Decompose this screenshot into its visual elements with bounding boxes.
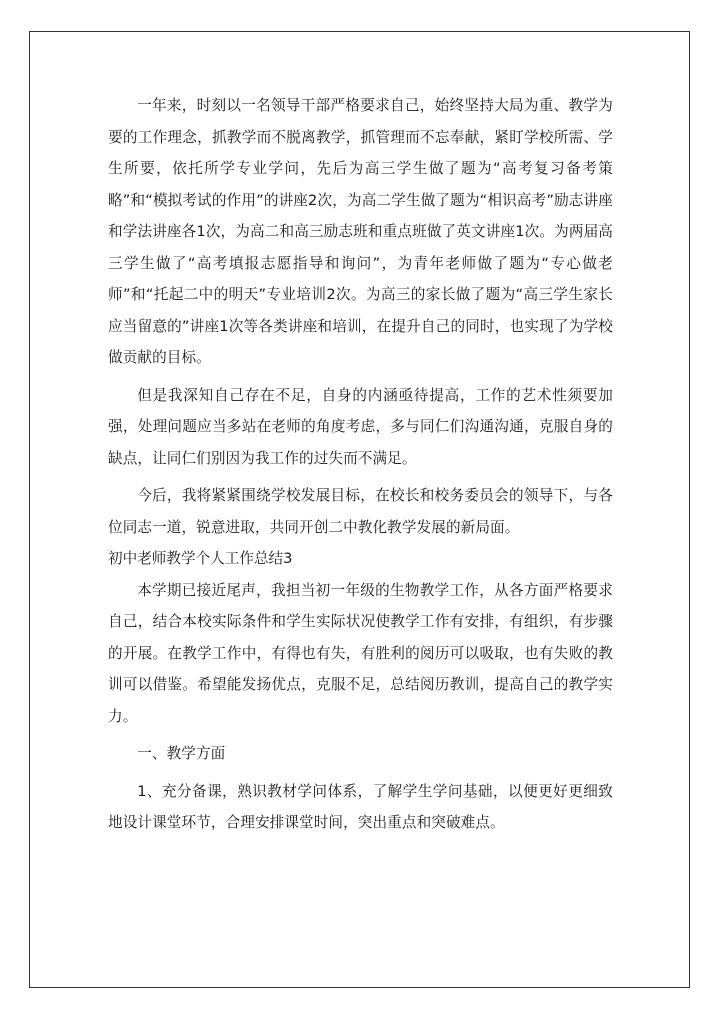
- paragraph-semester-intro: 本学期已接近尾声，我担当初一年级的生物教学工作，从各方面严格要求自己，结合本校实际条件和学生实际状况使教学工作有安排，有组织，有步骤的开展。在教学工作中，有得也有失，有胜利的阅历可以吸取，也有失败的教训可以借鉴。希望能发扬优点，克服不足，总结阅历教训，提高自己的教学实力。: [108, 581, 613, 725]
- subheading-teaching: 一、教学方面: [137, 745, 226, 762]
- paragraph-lesson-prep: 1、充分备课，熟识教材学问体系，了解学生学问基础，以便更好更细致地设计课堂环节，合理安排课堂时间，突出重点和突破难点。: [108, 782, 613, 831]
- paragraph-achievements: 一年来，时刻以一名领导干部严格要求自己，始终坚持大局为重、教学为要的工作理念，抓教学而不脱离教学，抓管理而不忘奉献，紧盯学校所需、学生所要，依托所学专业学问，先后为高三学生做了题为“高考复习备考策略”和“模拟考试的作用”的讲座2次，为高二学生做了题为“相识高考”励志讲座和学法讲座各1次，为高二和高三励志班和重点班做了英文讲座1次。为两届高三学生做了“高考填报志愿指导和询问”，为青年老师做了题为“专心做老师”和“托起二中的明天”专业培训2次。为高三的家长做了题为“高三学生家长应当留意的”讲座1次等各类讲座和培训，在提升自己的同时，也实现了为学校做贡献的目标。: [108, 97, 613, 366]
- paragraph-shortcomings: 但是我深知自己存在不足，自身的内涵亟待提高，工作的艺术性须要加强，处理问题应当多站在老师的角度考虑，多与同仁们沟通沟通，克服自身的缺点，让同仁们别因为我工作的过失而不满足。: [108, 386, 613, 467]
- document-body: [108, 90, 613, 839]
- paragraph-future: 今后，我将紧紧围绕学校发展目标，在校长和校务委员会的领导下，与各位同志一道，锐意进取，共同开创二中教化教学发展的新局面。: [108, 487, 613, 536]
- section-title: 初中老师教学个人工作总结3: [108, 550, 293, 567]
